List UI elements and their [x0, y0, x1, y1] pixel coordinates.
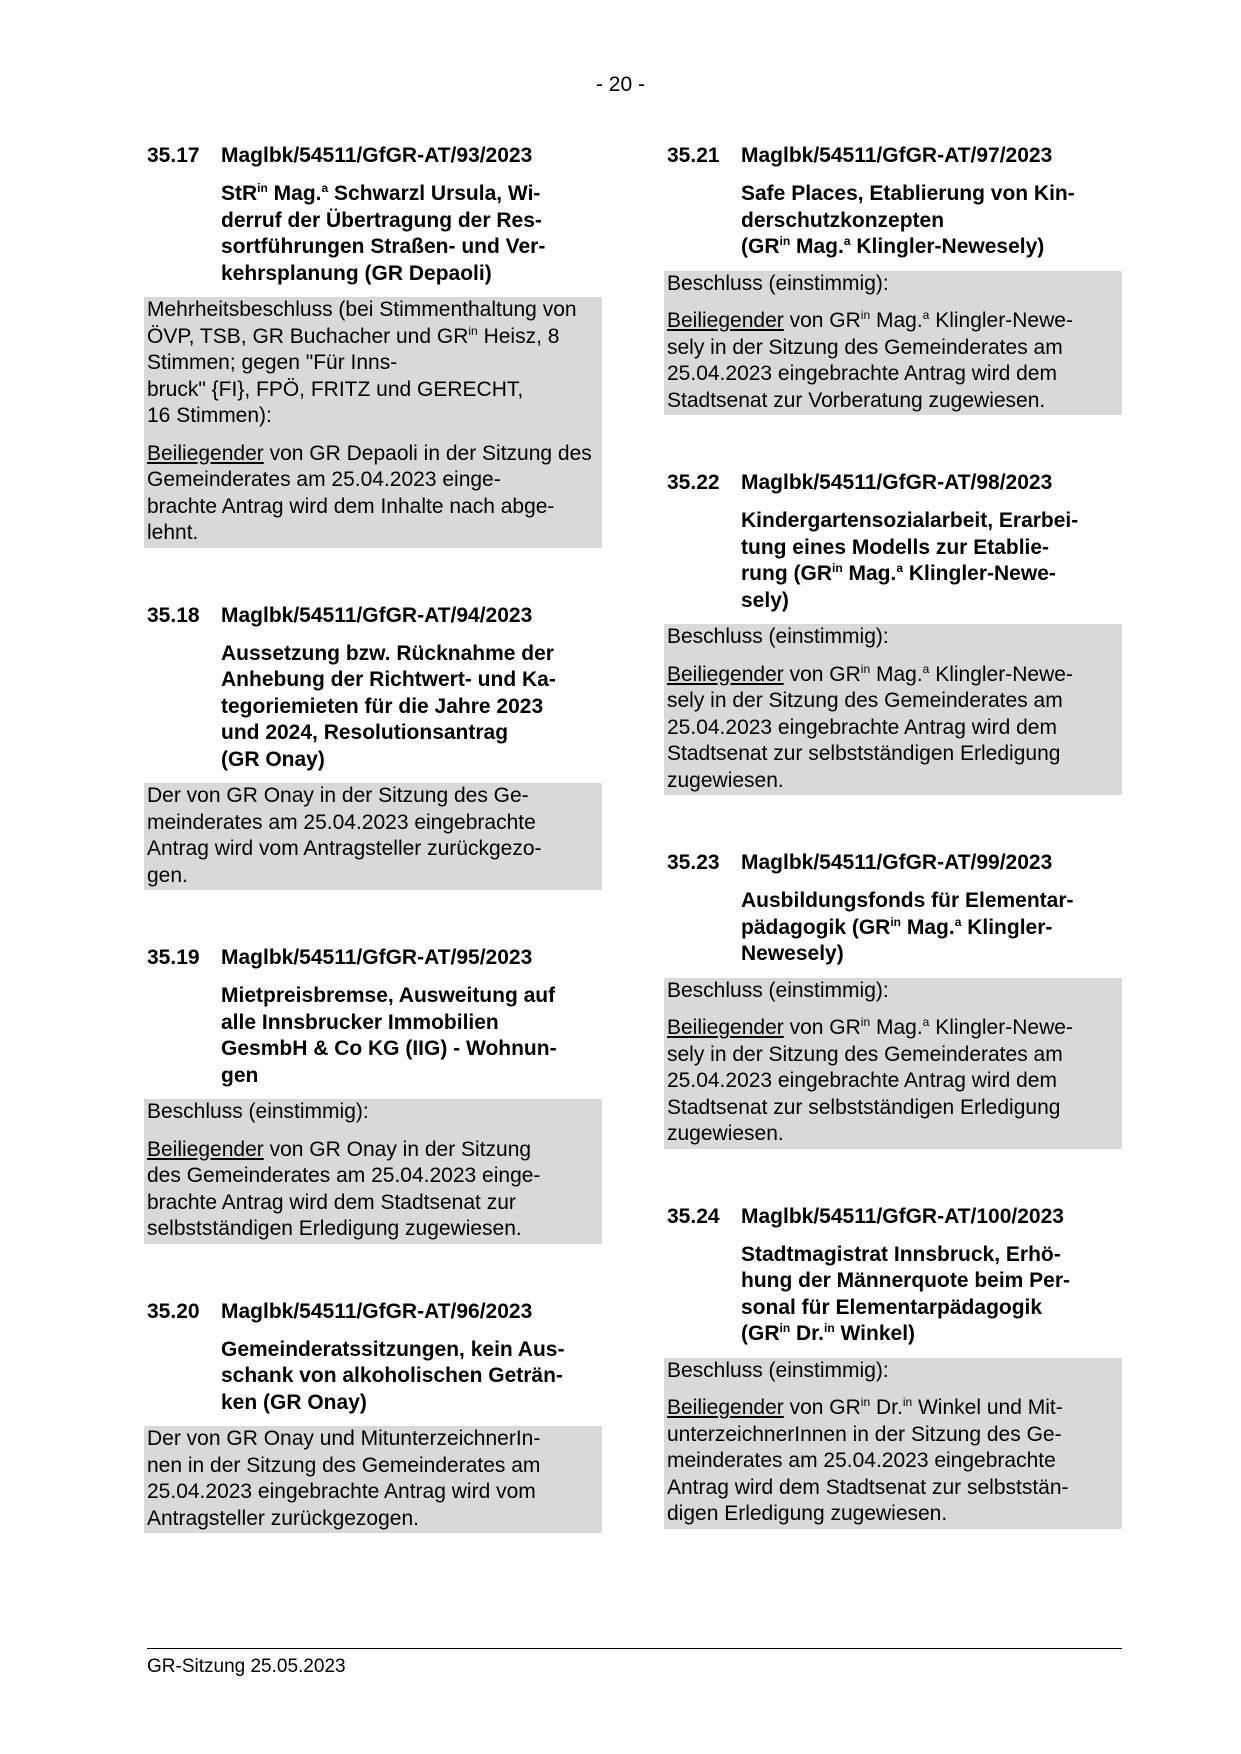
agenda-item-title: Gemeinderatssitzungen, kein Aus- schank von alkoholischen Geträn- ken (GR Onay)	[221, 1337, 565, 1414]
agenda-item-number: 35.23	[667, 851, 720, 874]
decision-text-underlined: Beiliegender	[147, 1137, 264, 1161]
decision-box	[664, 978, 1122, 1149]
decision-text-underlined: Beiliegender	[667, 309, 784, 332]
agenda-item	[667, 470, 1122, 795]
decision-text-body: von GR Onay in der Sitzung des Gemeinderates am 25.04.2023 einge- brachte Antrag wird dem Stadtsenat zur selbstständigen Erledigung zugewiesen.	[147, 1137, 541, 1240]
agenda-item-title: Stadtmagistrat Innsbruck, Erhö- hung der Männerquote beim Per- sonal für Elementarpädagogik ($GR^{in}$ Dr.$^{in}$ Winkel)	[741, 1242, 1071, 1345]
agenda-item-reference: Maglbk/54511/GfGR-AT/96/2023	[221, 1299, 533, 1323]
agenda-item-title: Kindergartensozialarbeit, Erarbei- tung eines Modells zur Etablie- rung ($GR^{in}$ Mag.$^a$ Klingler-Newe- sely)	[741, 509, 1079, 612]
decision-label: Mehrheitsbeschluss (bei Stimmenthaltung von ÖVP, TSB, GR Buchacher und $GR^{in}$ Heisz, 8 Stimmen; gegen "Für Inns- bruck" {FI}, FPÖ, FRITZ und GERECHT, 16 Stimmen):	[147, 298, 577, 427]
agenda-item-header	[667, 1204, 1122, 1230]
left-column	[147, 143, 602, 1588]
agenda-item-header	[147, 603, 602, 629]
agenda-item-reference: Maglbk/54511/GfGR-AT/93/2023	[221, 144, 533, 167]
decision-text-body: von $GR^{in}$ Mag.$^a$ Klingler-Newe- sely in der Sitzung des Gemeinderates am 25.04.2023 eingebrachte Antrag wird dem Stadtsenat zur selbstständigen Erledigung zugewiesen.	[667, 1015, 1073, 1145]
decision-text	[667, 662, 1119, 795]
decision-text-body: von $GR^{in}$ Mag.$^a$ Klingler-Newe- sely in der Sitzung des Gemeinderates am 25.04.2023 eingebrachte Antrag wird dem Stadtsenat zur Vorberatung zugewiesen.	[667, 308, 1073, 412]
decision-label: Beschluss (einstimmig):	[667, 625, 889, 648]
agenda-item-number: 35.24	[667, 1204, 720, 1228]
decision-box	[144, 1099, 602, 1244]
agenda-item-reference: Maglbk/54511/GfGR-AT/97/2023	[741, 144, 1053, 167]
decision-text	[667, 308, 1119, 414]
agenda-item-title: Aussetzung bzw. Rücknahme der Anhebung der Richtwert- und Ka- tegoriemieten für die Jahre 2023 und 2024, Resolutionsantrag (GR Onay)	[221, 641, 556, 771]
decision-box	[664, 1358, 1122, 1529]
decision-text-body: von $GR^{in}$ Mag.$^a$ Klingler-Newe- sely in der Sitzung des Gemeinderates am 25.04.2023 eingebrachte Antrag wird dem Stadtsenat zur selbstständigen Erledigung zugewiesen.	[667, 661, 1073, 792]
decision-box	[664, 271, 1122, 416]
agenda-item-header	[667, 850, 1122, 876]
decision-label: Beschluss (einstimmig):	[667, 1358, 889, 1382]
footer-divider	[147, 1648, 1122, 1649]
decision-text-body: Der von GR Onay in der Sitzung des Ge- meinderates am 25.04.2023 eingebrachte Antrag wird vom Antragsteller zurückgezo- gen.	[147, 784, 542, 887]
agenda-item-number: 35.17	[147, 144, 200, 167]
decision-box	[144, 1426, 602, 1533]
decision-text	[147, 783, 599, 889]
agenda-item-title: Ausbildungsfonds für Elementar- pädagogik ($GR^{in}$ Mag.$^a$ Klingler- Newesely)	[741, 889, 1074, 965]
agenda-item-reference: Maglbk/54511/GfGR-AT/100/2023	[741, 1204, 1064, 1228]
decision-box	[664, 624, 1122, 795]
agenda-item-number: 35.19	[147, 946, 200, 969]
decision-text-body: von GR Depaoli in der Sitzung des Gemeinderates am 25.04.2023 einge- brachte Antrag wird dem Inhalte nach abge- lehnt.	[147, 441, 592, 544]
decision-label: Beschluss (einstimmig):	[667, 978, 889, 1002]
agenda-item-reference: Maglbk/54511/GfGR-AT/99/2023	[741, 851, 1053, 874]
agenda-item-header	[147, 1299, 602, 1325]
decision-text	[147, 1426, 599, 1532]
decision-text	[147, 1137, 599, 1243]
decision-text-body: Der von GR Onay und MitunterzeichnerIn- nen in der Sitzung des Gemeinderates am 25.04.2023 eingebrachte Antrag wird vom Antragsteller zurückgezogen.	[147, 1427, 541, 1530]
decision-text-underlined: Beiliegender	[667, 1016, 784, 1039]
page-number: - 20 -	[595, 73, 645, 96]
agenda-item-number: 35.18	[147, 603, 200, 627]
agenda-item-number: 35.20	[147, 1299, 200, 1323]
agenda-item-reference: Maglbk/54511/GfGR-AT/94/2023	[221, 603, 533, 627]
agenda-item	[667, 1204, 1122, 1529]
agenda-item	[147, 1299, 602, 1534]
right-column	[667, 143, 1122, 1584]
decision-label: Beschluss (einstimmig):	[147, 1100, 369, 1123]
decision-text-underlined: Beiliegender	[147, 441, 264, 465]
decision-text-underlined: Beiliegender	[667, 1396, 784, 1419]
agenda-item	[667, 143, 1122, 415]
agenda-item-title: Safe Places, Etablierung von Kin- derschutzkonzepten ($GR^{in}$ Mag.$^a$ Klingler-Newesely)	[741, 182, 1075, 258]
agenda-item-title: StR$^{in}$ Mag.$^a$ Schwarzl Ursula, Wi- derruf der Übertragung der Res- sortführungen Straßen- und Ver- kehrsplanung (GR Depaoli)	[221, 181, 546, 285]
decision-label: Beschluss (einstimmig):	[667, 271, 889, 295]
decision-text-underlined: Beiliegender	[667, 662, 784, 686]
agenda-item-number: 35.22	[667, 471, 720, 494]
agenda-item-number: 35.21	[667, 144, 720, 167]
decision-text	[147, 441, 599, 547]
agenda-item-reference: Maglbk/54511/GfGR-AT/95/2023	[221, 946, 533, 969]
agenda-item-header	[667, 143, 1122, 169]
decision-text	[667, 1015, 1119, 1148]
agenda-item-header	[147, 945, 602, 971]
decision-box	[144, 297, 602, 548]
agenda-item-header	[667, 470, 1122, 496]
decision-box	[144, 783, 602, 890]
agenda-item	[667, 850, 1122, 1149]
agenda-item	[147, 945, 602, 1244]
agenda-item-header	[147, 143, 602, 169]
decision-text-body: von $GR^{in}$ Dr.$^{in}$ Winkel und Mit- unterzeichnerInnen in der Sitzung des Ge- meinderates am 25.04.2023 eingebrachte Antrag wird dem Stadtsenat zur selbststän- digen Erledigung zugewiesen.	[667, 1395, 1069, 1525]
agenda-item-reference: Maglbk/54511/GfGR-AT/98/2023	[741, 471, 1053, 494]
agenda-item	[147, 143, 602, 548]
agenda-item-title: Mietpreisbremse, Ausweitung auf alle Innsbrucker Immobilien GesmbH & Co KG (IIG) - Wohnun- gen	[221, 984, 557, 1087]
footer-text: GR-Sitzung 25.05.2023	[147, 1656, 346, 1677]
agenda-item	[147, 603, 602, 891]
decision-text	[667, 1395, 1119, 1528]
